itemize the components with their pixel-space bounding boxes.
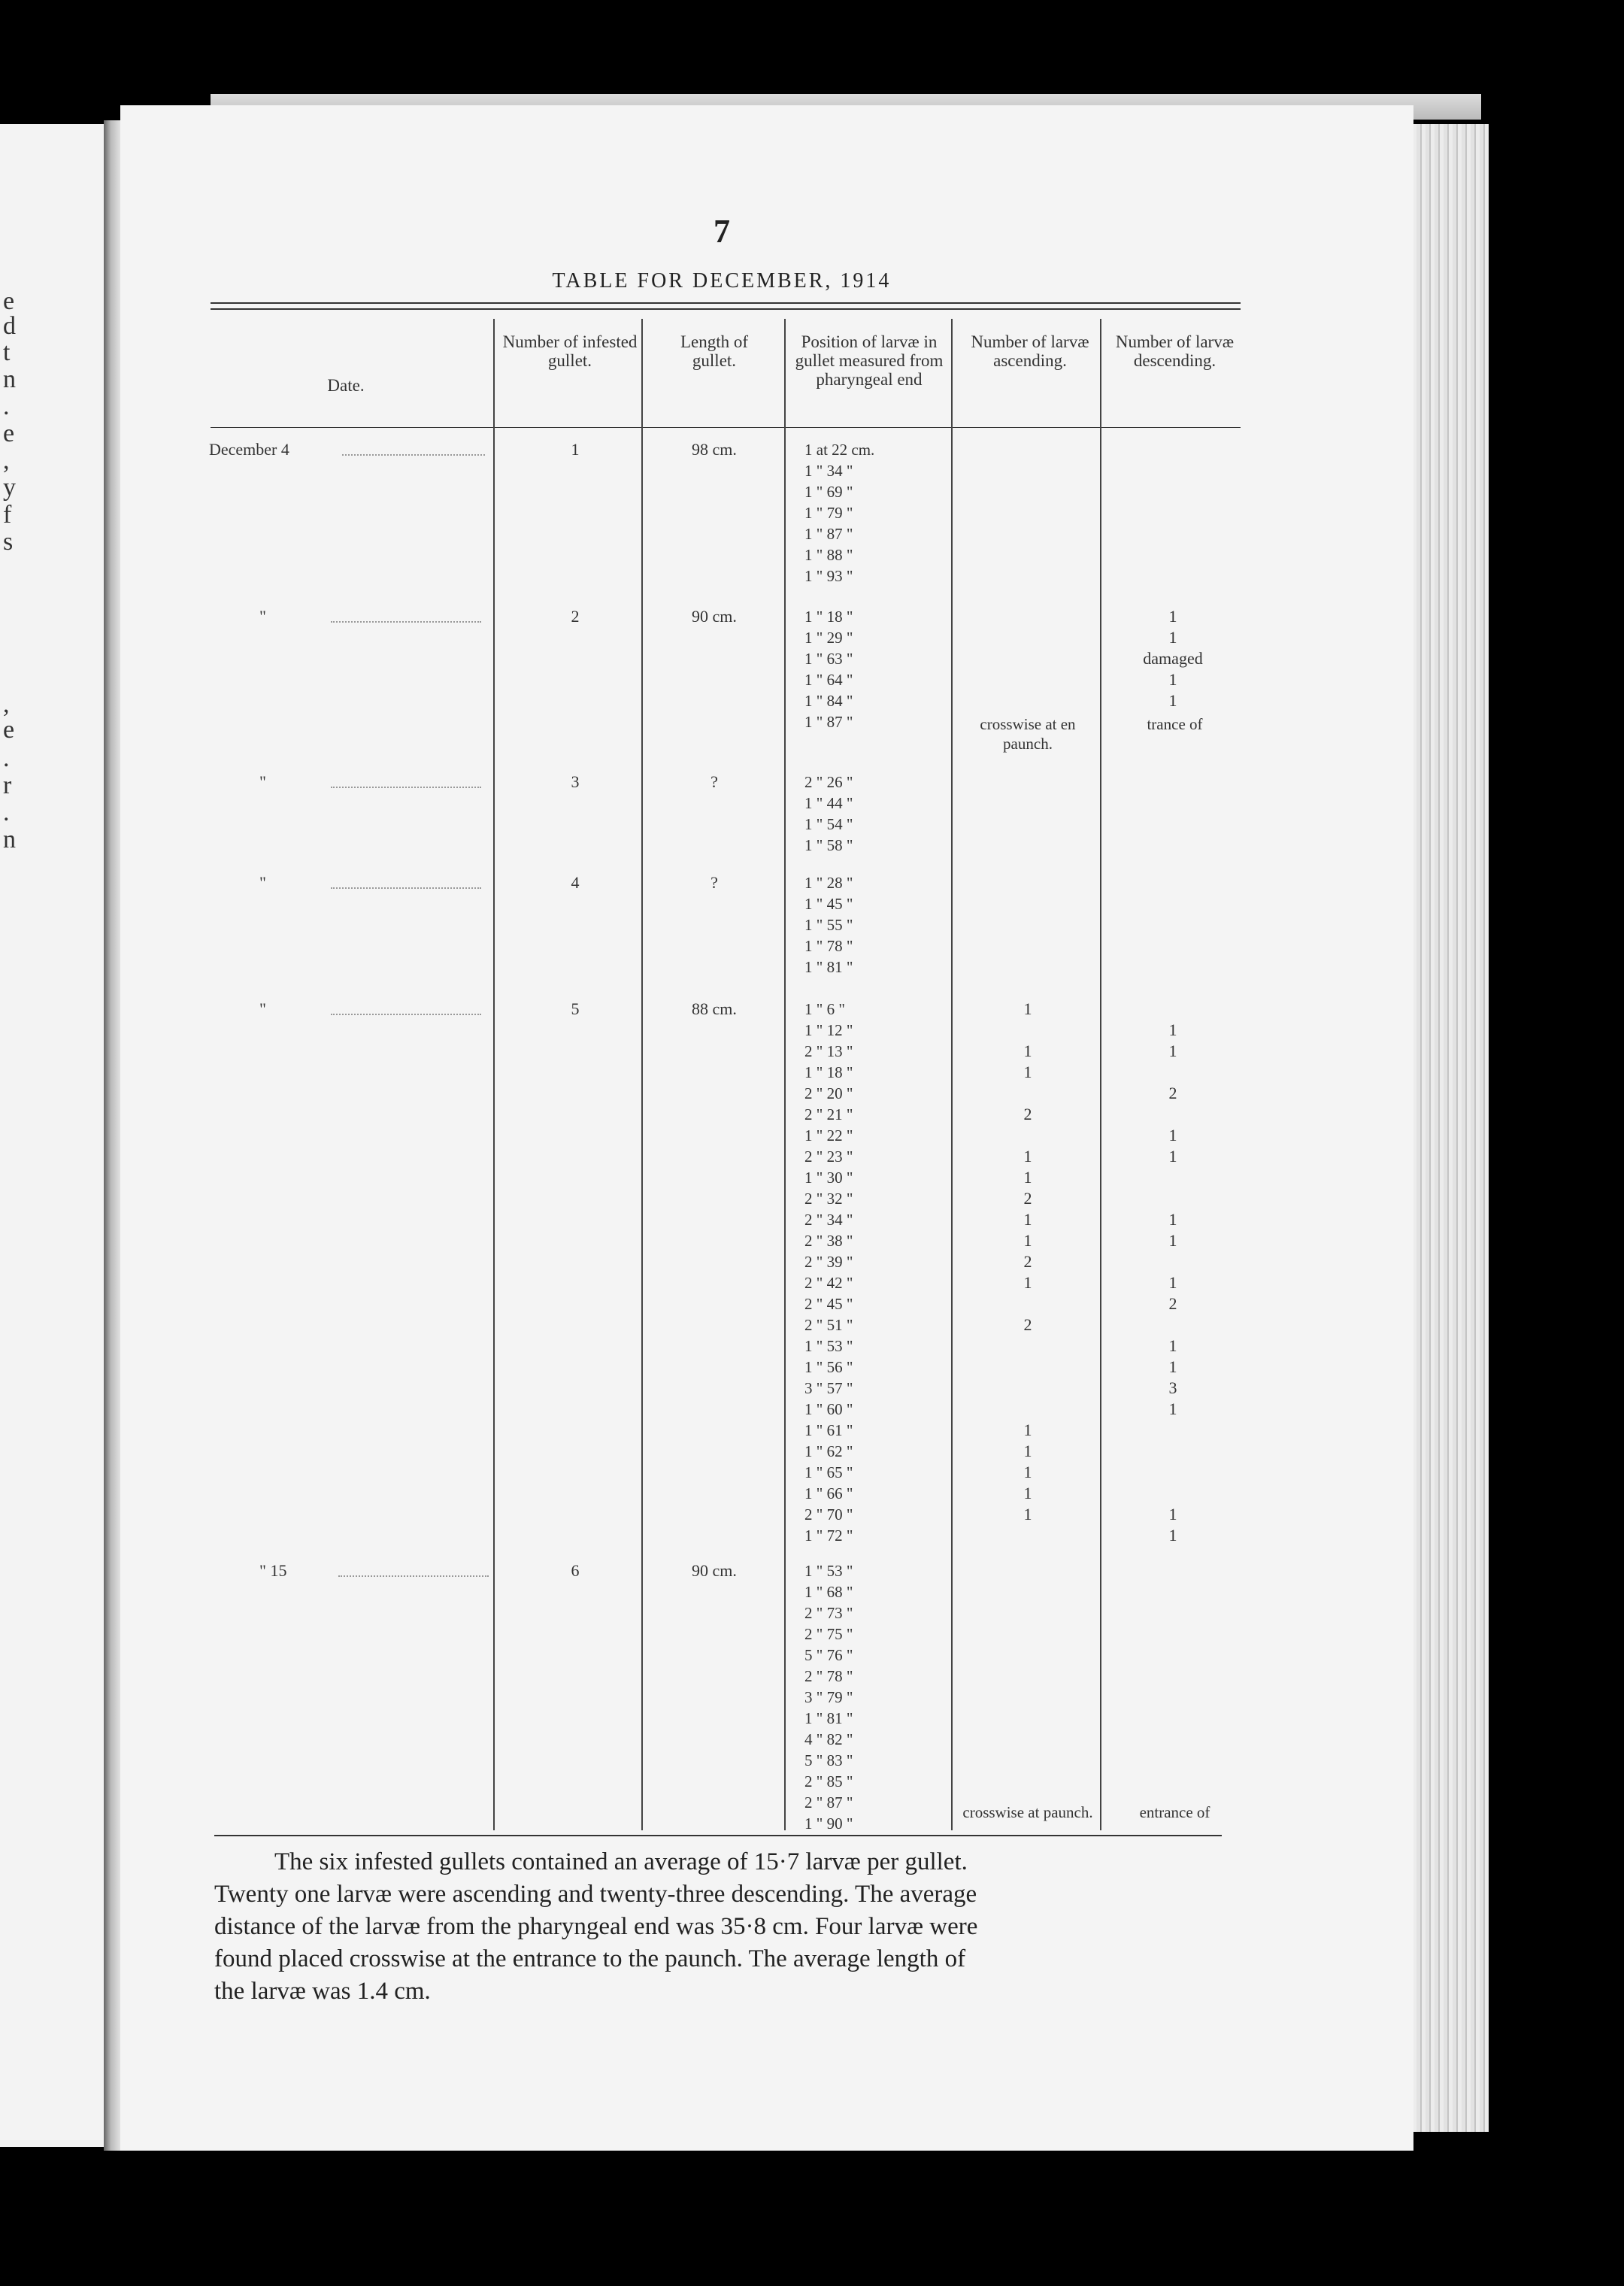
larva-position: 4 " 82 " <box>804 1730 853 1748</box>
larva-position: 1 " 65 " <box>804 1463 853 1481</box>
gullet-number: 6 <box>571 1561 580 1580</box>
note-descending: trance of <box>1147 715 1203 733</box>
summary-line: The six infested gullets contained an average of 15·7 larvæ per gullet. <box>274 1848 968 1875</box>
gullet-number: 2 <box>571 607 580 626</box>
header-descending: Number of larvæ descending. <box>1115 332 1235 370</box>
ascending-count: 2 <box>1023 1252 1032 1271</box>
ascending-count: 1 <box>1023 1231 1032 1250</box>
ascending-count: 1 <box>1023 999 1032 1018</box>
table-top-rule-2 <box>211 308 1241 310</box>
summary-line: Twenty one larvæ were ascending and twenty-three descending. The average <box>214 1881 977 1908</box>
date-leader <box>331 621 481 623</box>
larva-position: 1 " 81 " <box>804 1709 853 1727</box>
larva-position: 1 " 90 " <box>804 1815 853 1833</box>
left-page-letter: n <box>3 826 16 853</box>
table-bottom-rule <box>214 1835 1222 1836</box>
left-page-letter: n <box>3 365 16 393</box>
summary-line: the larvæ was 1.4 cm. <box>214 1978 431 2005</box>
ascending-count: 1 <box>1023 1063 1032 1081</box>
page-number: 7 <box>714 213 730 250</box>
header-position: Position of larvæ in gullet measured from pharyngeal end <box>795 332 944 389</box>
larva-position: 1 " 88 " <box>804 546 853 564</box>
left-page-letter: e <box>3 716 15 744</box>
larva-position: 2 " 45 " <box>804 1295 853 1313</box>
note-ascending: crosswise at paunch. <box>962 1803 1093 1821</box>
larva-position: 1 " 6 " <box>804 1000 845 1018</box>
larva-position: 1 " 34 " <box>804 462 853 480</box>
column-rule-5 <box>1100 319 1101 1830</box>
larva-position: 1 " 78 " <box>804 937 853 955</box>
left-page-letter: r <box>3 772 12 799</box>
left-page-letter: s <box>3 528 14 556</box>
gullet-length: 98 cm. <box>692 440 737 459</box>
larva-position: 3 " 79 " <box>804 1688 853 1706</box>
descending-count: 1 <box>1168 1231 1177 1250</box>
larva-position: 1 " 64 " <box>804 671 853 689</box>
ascending-count: 2 <box>1023 1105 1032 1123</box>
larva-position: 2 " 20 " <box>804 1084 853 1102</box>
larva-position: 1 " 44 " <box>804 794 853 812</box>
larva-position: 1 " 60 " <box>804 1400 853 1418</box>
larva-position: 1 " 54 " <box>804 815 853 833</box>
gullet-number: 4 <box>571 873 580 892</box>
table-top-rule <box>211 302 1241 304</box>
summary-paragraph <box>214 1846 1259 2008</box>
larva-position: 2 " 32 " <box>804 1190 853 1208</box>
descending-count: 2 <box>1168 1294 1177 1313</box>
larva-position: 1 " 62 " <box>804 1442 853 1460</box>
larva-position: 1 " 68 " <box>804 1583 853 1601</box>
ascending-count: 1 <box>1023 1147 1032 1166</box>
ascending-count: 1 <box>1023 1210 1032 1229</box>
larva-position: 1 " 58 " <box>804 836 853 854</box>
column-rule-1 <box>493 319 495 1830</box>
larva-position: 1 " 56 " <box>804 1358 853 1376</box>
larva-position: 2 " 39 " <box>804 1253 853 1271</box>
date-leader <box>331 1014 481 1015</box>
larva-position: 1 " 55 " <box>804 916 853 934</box>
date-leader <box>331 887 481 889</box>
larva-position: 2 " 70 " <box>804 1505 853 1523</box>
left-page-letter: e <box>3 420 15 447</box>
ascending-count: 1 <box>1023 1463 1032 1481</box>
column-rule-3 <box>784 319 786 1830</box>
descending-count: 1 <box>1168 1126 1177 1145</box>
descending-count: 1 <box>1168 1336 1177 1355</box>
row-date: " <box>259 607 266 626</box>
note-descending: entrance of <box>1139 1803 1210 1821</box>
larva-position: 1 " 87 " <box>804 525 853 543</box>
descending-count: 1 <box>1168 1526 1177 1545</box>
descending-count: 1 <box>1168 1041 1177 1060</box>
date-leader <box>331 787 481 788</box>
larva-position: 2 " 85 " <box>804 1772 853 1790</box>
larva-position: 2 " 21 " <box>804 1105 853 1123</box>
row-date: " <box>259 873 266 892</box>
left-page-letter: f <box>3 501 12 529</box>
descending-count: 3 <box>1168 1378 1177 1397</box>
left-page-letter: y <box>3 474 16 502</box>
larva-position: 2 " 13 " <box>804 1042 853 1060</box>
gullet-number: 3 <box>571 772 580 791</box>
larva-position: 3 " 57 " <box>804 1379 853 1397</box>
larva-position: 1 " 30 " <box>804 1169 853 1187</box>
ascending-count: 1 <box>1023 1505 1032 1523</box>
descending-count: 1 <box>1168 1357 1177 1376</box>
ascending-count: 1 <box>1023 1484 1032 1502</box>
larva-position: 2 " 75 " <box>804 1625 853 1643</box>
left-page-letter: e <box>3 287 15 315</box>
larva-position: 1 " 72 " <box>804 1527 853 1545</box>
larva-position: 1 " 61 " <box>804 1421 853 1439</box>
summary-line: found placed crosswise at the entrance to the paunch. The average length of <box>214 1945 966 1972</box>
larva-position: 1 " 63 " <box>804 650 853 668</box>
left-page-letter: . <box>3 799 10 826</box>
larva-position: 1 " 22 " <box>804 1126 853 1145</box>
ascending-count: 1 <box>1023 1420 1032 1439</box>
larva-position: 1 " 81 " <box>804 958 853 976</box>
left-page-letter: , <box>3 447 10 474</box>
header-bottom-rule <box>211 427 1241 428</box>
descending-count: 1 <box>1168 1399 1177 1418</box>
ascending-count: 1 <box>1023 1041 1032 1060</box>
descending-count: 1 <box>1168 670 1177 689</box>
larva-position: 1 " 45 " <box>804 895 853 913</box>
ascending-count: 2 <box>1023 1315 1032 1334</box>
larva-position: 2 " 34 " <box>804 1211 853 1229</box>
date-leader <box>342 454 485 456</box>
larva-position: 5 " 76 " <box>804 1646 853 1664</box>
ascending-count: 1 <box>1023 1273 1032 1292</box>
larva-position: 1 " 84 " <box>804 692 853 710</box>
header-date: Date. <box>327 376 365 395</box>
gullet-length: 90 cm. <box>692 607 737 626</box>
gullet-length: 88 cm. <box>692 999 737 1018</box>
larva-position: 1 " 29 " <box>804 629 853 647</box>
left-page-letter: , <box>3 690 10 718</box>
descending-count: damaged <box>1143 649 1203 668</box>
descending-count: 1 <box>1168 607 1177 626</box>
header-infested-gullet: Number of infested gullet. <box>502 332 638 370</box>
descending-count: 1 <box>1168 691 1177 710</box>
larva-position: 1 " 18 " <box>804 1063 853 1081</box>
column-rule-2 <box>641 319 643 1830</box>
table-title: TABLE FOR DECEMBER, 1914 <box>552 269 892 293</box>
larva-position: 1 " 53 " <box>804 1562 853 1580</box>
larva-position: 1 " 12 " <box>804 1021 853 1039</box>
left-page-letter: t <box>3 338 11 366</box>
larva-position: 2 " 73 " <box>804 1604 853 1622</box>
date-leader <box>338 1575 489 1577</box>
left-page-letter: . <box>3 744 10 772</box>
left-page-letter: d <box>3 312 16 340</box>
larva-position: 1 at 22 cm. <box>804 441 875 459</box>
descending-count: 1 <box>1168 1210 1177 1229</box>
descending-count: 1 <box>1168 1505 1177 1523</box>
descending-count: 1 <box>1168 1020 1177 1039</box>
larva-position: 2 " 38 " <box>804 1232 853 1250</box>
larva-position: 1 " 28 " <box>804 874 853 892</box>
larva-position: 1 " 69 " <box>804 483 853 501</box>
gullet-length: ? <box>710 772 718 791</box>
note-ascending: crosswise at en paunch. <box>980 715 1076 753</box>
row-date: " <box>259 999 266 1018</box>
left-page-letter: . <box>3 393 10 420</box>
descending-count: 1 <box>1168 1273 1177 1292</box>
row-date: December 4 <box>209 440 289 459</box>
row-date: " 15 <box>259 1561 287 1580</box>
larva-position: 2 " 42 " <box>804 1274 853 1292</box>
gullet-number: 1 <box>571 440 580 459</box>
ascending-count: 1 <box>1023 1168 1032 1187</box>
gullet-length: 90 cm. <box>692 1561 737 1580</box>
larva-position: 2 " 87 " <box>804 1793 853 1812</box>
larva-position: 2 " 23 " <box>804 1148 853 1166</box>
larva-position: 2 " 78 " <box>804 1667 853 1685</box>
column-rule-4 <box>951 319 953 1830</box>
larva-position: 1 " 87 " <box>804 713 853 731</box>
row-date: " <box>259 772 266 791</box>
larva-position: 1 " 79 " <box>804 504 853 522</box>
descending-count: 2 <box>1168 1084 1177 1102</box>
ascending-count: 2 <box>1023 1189 1032 1208</box>
larva-position: 5 " 83 " <box>804 1751 853 1769</box>
header-ascending: Number of larvæ ascending. <box>971 332 1089 370</box>
descending-count: 1 <box>1168 628 1177 647</box>
ascending-count: 1 <box>1023 1442 1032 1460</box>
larva-position: 2 " 26 " <box>804 773 853 791</box>
larva-position: 1 " 93 " <box>804 567 853 585</box>
book-gutter <box>104 120 122 2151</box>
gullet-number: 5 <box>571 999 580 1018</box>
larva-position: 2 " 51 " <box>804 1316 853 1334</box>
larva-position: 1 " 66 " <box>804 1484 853 1502</box>
header-gullet-length: Length of gullet. <box>680 332 749 370</box>
gullet-length: ? <box>710 873 718 892</box>
descending-count: 1 <box>1168 1147 1177 1166</box>
summary-line: distance of the larvæ from the pharyngeal end was 35·8 cm. Four larvæ were <box>214 1913 978 1940</box>
larva-position: 1 " 18 " <box>804 608 853 626</box>
larva-position: 1 " 53 " <box>804 1337 853 1355</box>
